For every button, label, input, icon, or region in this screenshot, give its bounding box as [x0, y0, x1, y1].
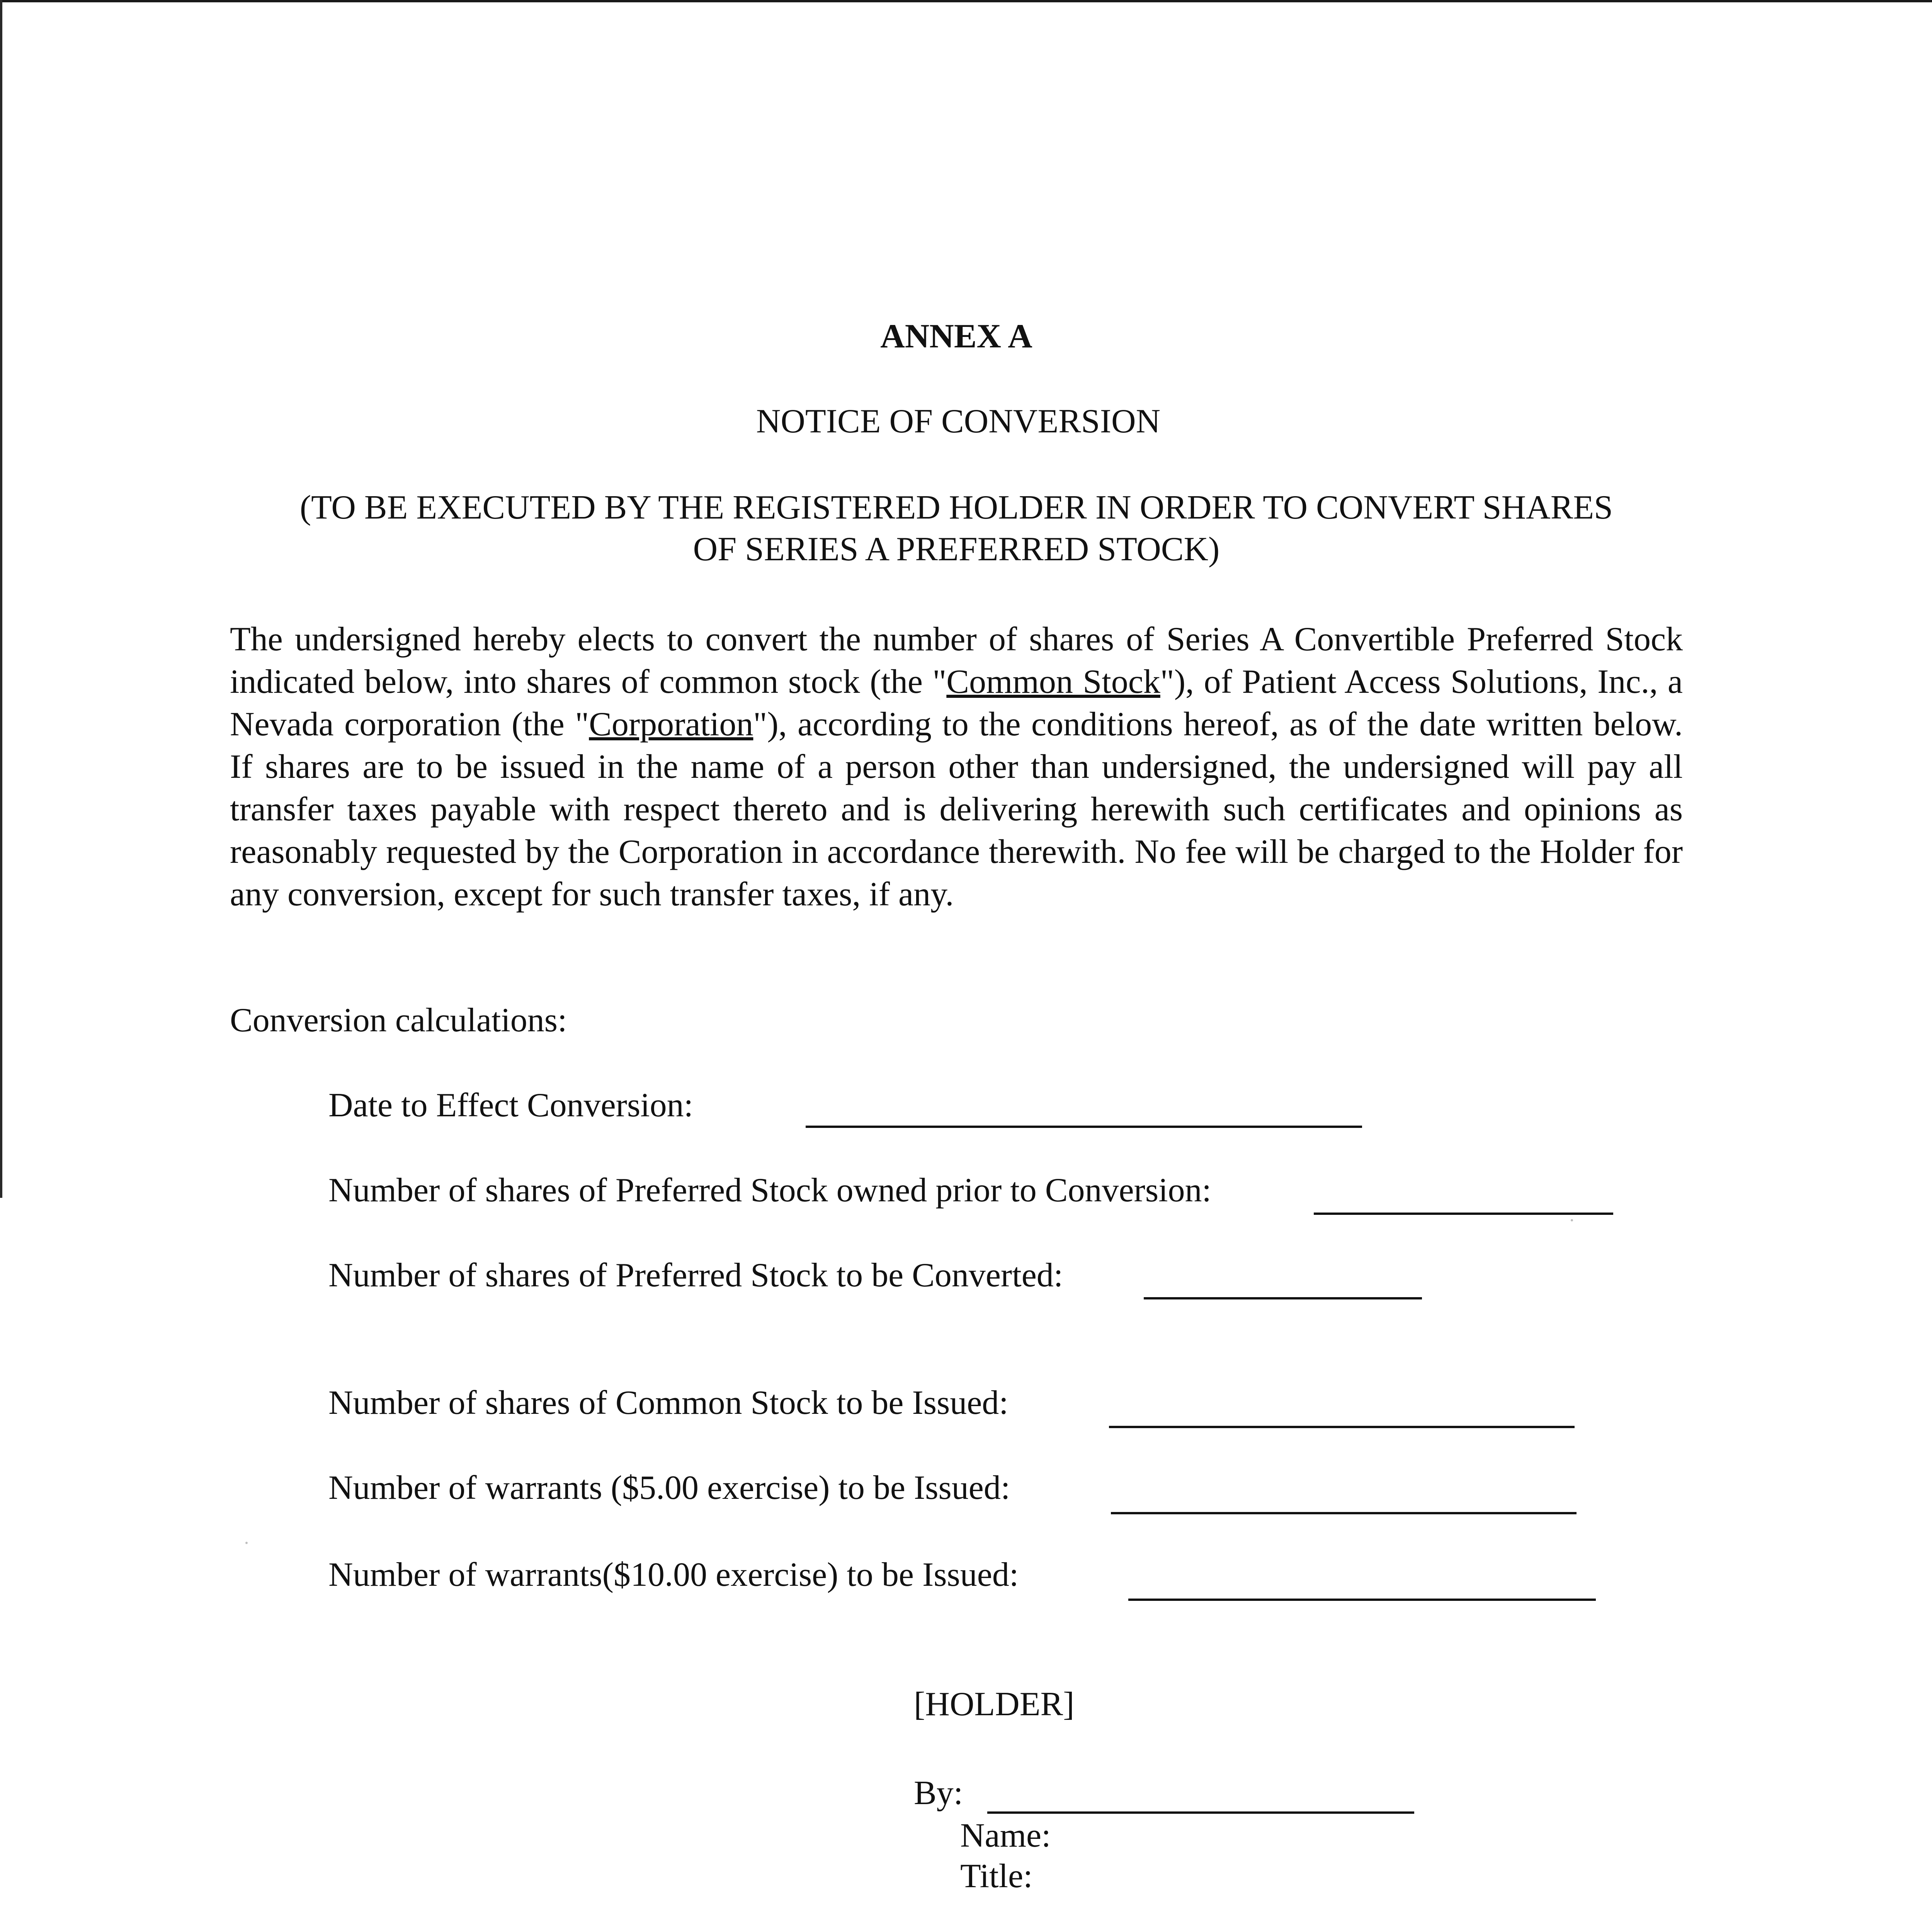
warrants-10-label: Number of warrants($10.00 exercise) to be Issued:: [328, 1556, 1019, 1594]
preferred-converted-label: Number of shares of Preferred Stock to be Converted:: [328, 1257, 1063, 1294]
warrants-5-blank[interactable]: [1111, 1512, 1577, 1514]
common-issued-blank[interactable]: [1109, 1426, 1575, 1428]
notice-title: NOTICE OF CONVERSION: [756, 403, 1161, 440]
preferred-converted-blank[interactable]: [1144, 1297, 1422, 1299]
scan-speck: [245, 1542, 248, 1544]
date-label: Date to Effect Conversion:: [328, 1087, 694, 1124]
signatory-title-label: Title:: [960, 1857, 1033, 1895]
scan-speck: [1571, 1219, 1573, 1221]
scan-left-edge: [0, 0, 2, 1198]
signature-by-label: By:: [914, 1774, 963, 1812]
signatory-name-label: Name:: [960, 1817, 1051, 1854]
defined-term-corporation: Corporation: [589, 706, 753, 743]
date-blank[interactable]: [806, 1126, 1362, 1128]
paragraph-text-1: The undersigned hereby elects to convert the number of shares of Series A Convertible Preferred Stock indicated below, into shares of common stock (the ": [230, 621, 1683, 701]
warrants-10-blank[interactable]: [1128, 1599, 1596, 1601]
election-paragraph: [230, 618, 1683, 916]
signature-blank[interactable]: [987, 1811, 1414, 1814]
instruction-line-2: OF SERIES A PREFERRED STOCK): [693, 531, 1220, 568]
holder-label: [HOLDER]: [914, 1685, 1075, 1723]
paragraph-text-3: "), according to the conditions hereof, as of the date written below. If shares are to be issued in the name of a person other than undersigned, the undersigned will pay all transfer taxes payable with respect thereto and is delivering herewith such certificates and opinions as reasonably requested by the Corporation in accordance therewith. No fee will be charged to the Holder for any conversion, except for such transfer taxes, if any.: [230, 706, 1683, 913]
preferred-owned-blank[interactable]: [1314, 1213, 1613, 1215]
common-issued-label: Number of shares of Common Stock to be Issued:: [328, 1384, 1009, 1422]
instruction-line-1: (TO BE EXECUTED BY THE REGISTERED HOLDER IN ORDER TO CONVERT SHARES: [299, 489, 1613, 526]
scan-top-edge: [0, 0, 1932, 2]
calculations-heading: Conversion calculations:: [230, 1002, 567, 1039]
preferred-owned-label: Number of shares of Preferred Stock owned prior to Conversion:: [328, 1172, 1211, 1209]
execution-instruction: [230, 487, 1683, 570]
paragraph-text-2: "), of Patient Access Solutions, Inc., a Nevada corporation (the ": [230, 663, 1683, 743]
defined-term-common-stock: Common Stock: [946, 663, 1160, 701]
annex-title: ANNEX A: [880, 318, 1032, 355]
warrants-5-label: Number of warrants ($5.00 exercise) to be Issued:: [328, 1469, 1010, 1507]
